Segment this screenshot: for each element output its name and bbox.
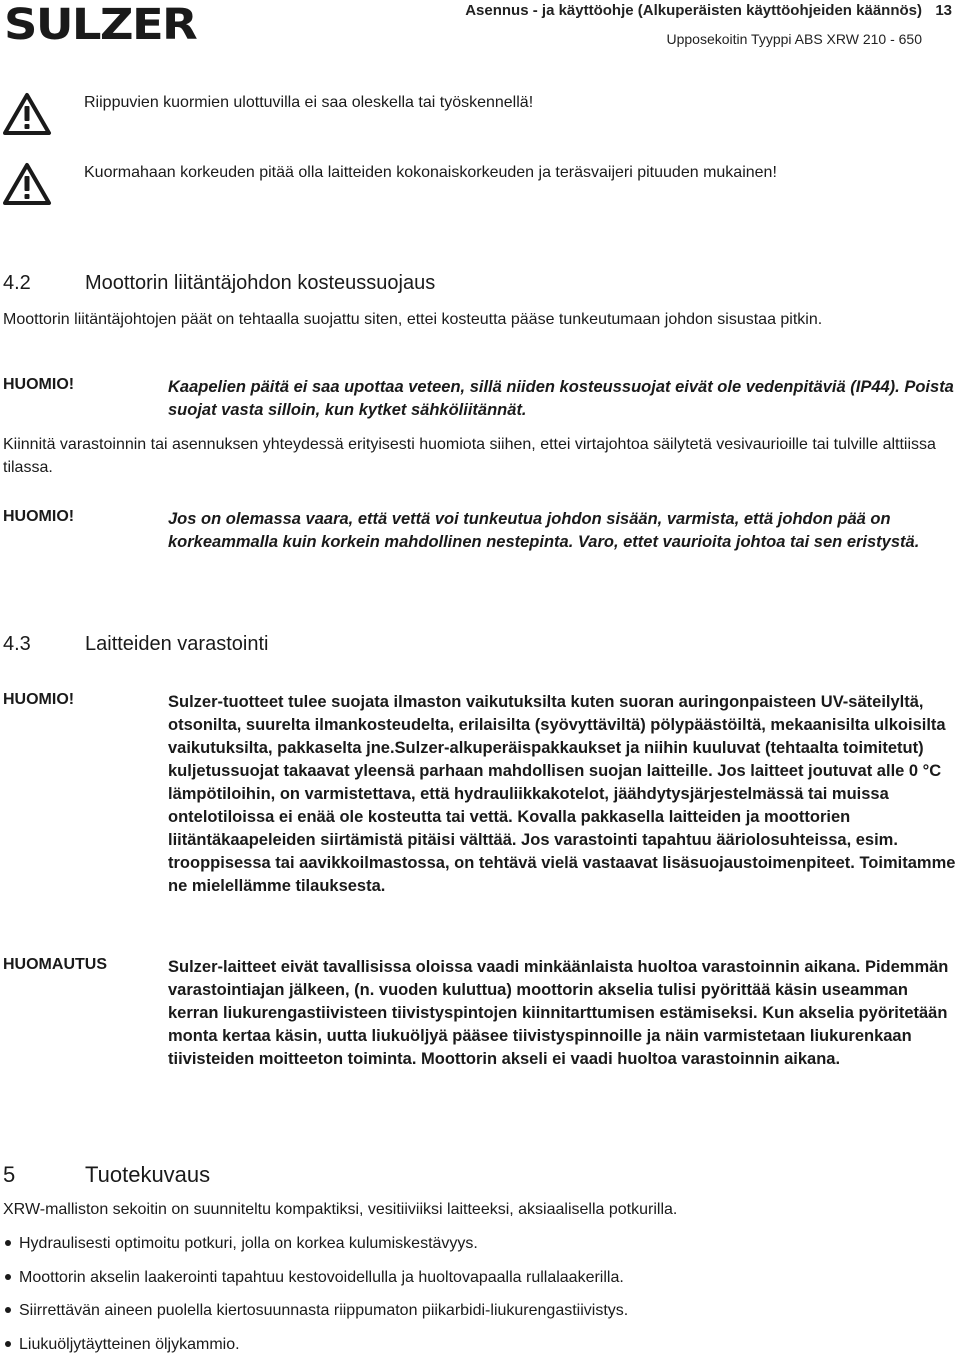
paragraph: Moottorin liitäntäjohtojen päät on tehtaalla suojattu siten, ettei kosteutta pääse tunkeutumaan johdon sisustaa pitkin.: [3, 308, 948, 331]
note-huomio: [3, 691, 958, 921]
note-text: Sulzer-tuotteet tulee suojata ilmaston vaikutuksilta kuten suoran auringonpaisteen UV-säteilyltä, otsonilta, suurelta ilmankosteudelta, erilaisilta (syövyttäviltä) pölypäästöiltä, mekaanisilta ulkoisilta vaikutuksilta, pakkaselta jne.Sulzer-alkuperäispakkaukset ja niihin kuuluvat (tehtaalta toimitetut) kuljetussuojat takaavat yleensä parhaan mahdollisen suojan laitteille. Jos laitteet joutuvat alle 0 °C lämpötiloihin, on varmistettava, että hydrauliikkakotelot, jäähdytysjärjestelmässä tai muissa ontelotiloissa ei enää ole kosteutta tai vettä. Kovalla pakkasella laitteiden ja moottorien liitäntäkaapeleiden siirtämistä pitäisi välttää. Jos varastointi tapahtuu ääriolosuhteissa, esim. trooppisessa tai aavikkoilmastossa, on tehtävä vielä vastaavat lisäsuojaustoimenpiteet. Toimitamme ne mielellämme tilauksesta.: [168, 691, 958, 898]
warning-triangle-icon: [2, 162, 52, 206]
section-title: Moottorin liitäntäjohdon kosteussuojaus: [85, 272, 435, 294]
paragraph: Kiinnitä varastoinnin tai asennuksen yhteydessä erityisesti huomiota siihen, ettei virtajohtoa säilytetä vesivaurioille tai tulville alttiissa tilassa.: [3, 433, 948, 479]
note-text: Sulzer-laitteet eivät tavallisissa oloissa vaadi minkäänlaista huoltoa varastoinnin aikana. Pidemmän varastointiajan jälkeen, (n. vuoden kuluttua) moottorin akselia tulisi pyörittää käsin useamman kerran liukurengastiivisteen tiivistyspintojen kiinnitarttumisen estämiseksi. Kun akselia pyöritetään monta kertaa käsin, uutta liukuöljyä pääsee tiivistyspinnoille ja näin varmistetaan liukurenkaan tiivisteiden moitteeton toiminta. Moottorin akseli ei vaadi huoltoa varastoinnin aikana.: [168, 956, 958, 1071]
note-label: HUOMIO!: [3, 508, 74, 526]
section-number: 4.2: [3, 272, 85, 295]
document-title: Asennus - ja käyttöohje (Alkuperäisten käyttöohjeiden käännös): [465, 2, 922, 19]
note-label: HUOMAUTUS: [3, 956, 107, 974]
page-header: [0, 0, 960, 60]
section-heading-5: [3, 1162, 210, 1188]
section-heading-4-3: [3, 633, 268, 656]
list-item: Siirrettävän aineen puolella kiertosuunnasta riippumaton piikarbidi-liukurengastiivistys.: [3, 1299, 943, 1333]
list-item: Liukuöljytäytteinen öljykammio.: [3, 1333, 943, 1366]
paragraph: XRW-malliston sekoitin on suunniteltu kompaktiksi, vesitiiviiksi laitteeksi, aksiaalisella potkurilla.: [3, 1198, 948, 1221]
brand-name: SULZER: [4, 0, 196, 50]
document-subtitle: Upposekoitin Tyyppi ABS XRW 210 - 650: [666, 31, 922, 47]
note-text: Kaapelien päitä ei saa upottaa veteen, sillä niiden kosteussuojat eivät ole vedenpitäviä (IP44). Poista suojat vasta silloin, kun kytket sähköliitännät.: [168, 376, 958, 422]
section-title: Tuotekuvaus: [85, 1162, 210, 1187]
section-number: 4.3: [3, 633, 85, 656]
feature-list: [3, 1232, 943, 1366]
warning-text: Kuormahaan korkeuden pitää olla laitteiden kokonaiskorkeuden ja teräsvaijeri pituuden mukainen!: [84, 164, 777, 182]
note-huomio: [3, 508, 958, 578]
sulzer-logo: [4, 6, 194, 42]
section-heading-4-2: [3, 272, 435, 295]
page-number: 13: [935, 2, 952, 19]
section-number: 5: [3, 1162, 85, 1188]
note-label: HUOMIO!: [3, 376, 74, 394]
warning-triangle-icon: [2, 92, 52, 136]
list-item: Hydraulisesti optimoitu potkuri, jolla on korkea kulumiskestävyys.: [3, 1232, 943, 1266]
note-text: Jos on olemassa vaara, että vettä voi tunkeutua johdon sisään, varmista, että johdon pää on korkeammalla kuin korkein mahdollinen nestepinta. Varo, ettet vaurioita johtoa tai sen eristystä.: [168, 508, 958, 554]
note-label: HUOMIO!: [3, 691, 74, 709]
note-huomio: [3, 376, 958, 422]
section-title: Laitteiden varastointi: [85, 633, 268, 655]
warning-text: Riippuvien kuormien ulottuvilla ei saa oleskella tai työskennellä!: [84, 94, 533, 112]
list-item: Moottorin akselin laakerointi tapahtuu kestovoidellulla ja huoltovapaalla rullalaakerilla.: [3, 1266, 943, 1300]
note-huomautus: [3, 956, 958, 1096]
